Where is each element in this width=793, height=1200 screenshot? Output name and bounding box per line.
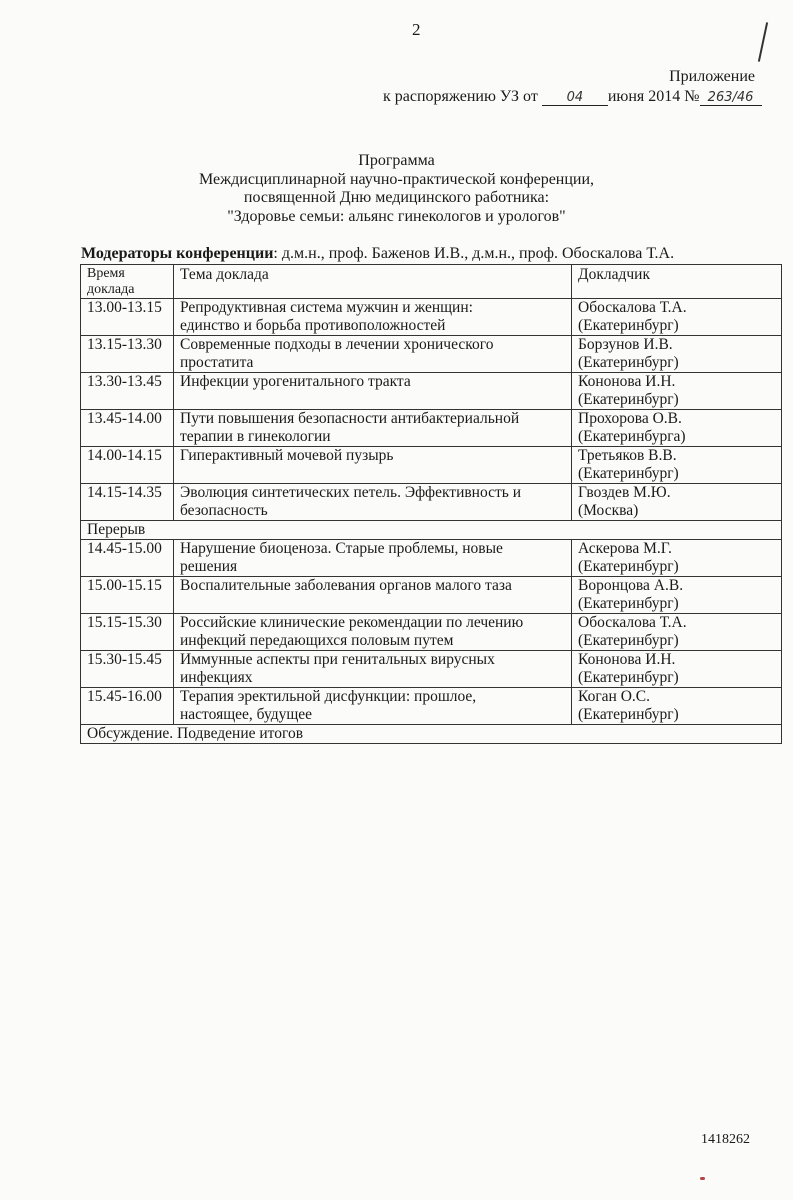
table-row [81,299,782,336]
topic-line: безопасность [180,502,268,519]
header-time: Время доклада [81,265,174,299]
speaker-line: (Москва) [578,502,639,519]
handwritten-mark [758,22,768,62]
cell-time: 13.15-13.30 [81,336,174,373]
program-line: посвященной Дню медицинского работника: [243,189,550,206]
order-number-handwritten: 263/46 [700,91,762,106]
header-speaker: Докладчик [572,265,782,299]
topic-line: решения [180,558,238,575]
moderators-names: : д.м.н., проф. Баженов И.В., д.м.н., проф. Обоскалова Т.А. [273,245,675,262]
speaker-line: Обоскалова Т.А. [578,299,687,316]
topic-line: инфекциях [180,669,253,686]
speaker-line: (Екатеринбург) [578,354,679,371]
table-row [81,336,782,373]
cell-topic [174,614,572,651]
cell-topic [174,688,572,725]
cell-speaker [572,577,782,614]
table-header-row [81,265,782,299]
topic-line: инфекций передающихся половым путем [180,632,454,649]
speaker-line: Обоскалова Т.А. [578,614,687,631]
table-row [81,447,782,484]
speaker-line: Прохорова О.В. [578,410,682,427]
document-number: 1418262 [701,1132,750,1147]
cell-speaker [572,336,782,373]
cell-topic [174,577,572,614]
topic-line: единство и борьба противоположностей [180,317,446,334]
topic-line: Гиперактивный мочевой пузырь [180,447,394,464]
appendix-title: Приложение [669,68,755,85]
program-title: Программа [358,152,435,169]
cell-speaker [572,688,782,725]
program-line: Междисциплинарной научно-практической конференции, [198,170,595,188]
header-topic: Тема доклада [174,265,572,299]
cell-speaker [572,614,782,651]
cell-topic [174,484,572,521]
speaker-line: (Екатеринбург) [578,632,679,649]
cell-time: 15.45-16.00 [81,688,174,725]
page-number: 2 [412,20,421,39]
speaker-line: Воронцова А.В. [578,577,684,594]
cell-speaker [572,373,782,410]
moderators-label: Модераторы конференции [81,245,274,262]
cell-topic [174,410,572,447]
cell-time: 13.30-13.45 [81,373,174,410]
speaker-line: (Екатеринбург) [578,317,679,334]
speaker-line: Аскерова М.Г. [578,540,672,557]
speaker-line: (Екатеринбург) [578,391,679,408]
closing-label: Обсуждение. Подведение итогов [81,725,782,744]
cell-speaker [572,410,782,447]
topic-line: Воспалительные заболевания органов малого таза [180,577,512,594]
speaker-line: Борзунов И.В. [578,336,673,353]
schedule-table [80,264,782,744]
break-row [81,521,782,540]
cell-time: 15.30-15.45 [81,651,174,688]
table-row [81,577,782,614]
order-prefix: к распоряжению УЗ от [383,88,538,105]
cell-time: 14.15-14.35 [81,484,174,521]
cell-topic [174,447,572,484]
cell-time: 14.45-15.00 [81,540,174,577]
topic-line: Репродуктивная система мужчин и женщин: [180,299,473,316]
cell-speaker [572,651,782,688]
cell-time: 14.00-14.15 [81,447,174,484]
closing-row [81,725,782,744]
cell-topic [174,540,572,577]
speaker-line: (Екатеринбурга) [578,428,686,445]
table-row [81,410,782,447]
cell-speaker [572,540,782,577]
speaker-line: Кононова И.Н. [578,373,676,390]
speaker-line: (Екатеринбург) [578,558,679,575]
topic-line: Современные подходы в лечении хронического [180,336,494,353]
speaker-line: Третьяков В.В. [578,447,677,464]
program-line: "Здоровье семьи: альянс гинекологов и урологов" [227,207,566,225]
order-reference [383,88,762,106]
table-row [81,373,782,410]
cell-time: 15.00-15.15 [81,577,174,614]
table-row [81,688,782,725]
speaker-line: (Екатеринбург) [578,706,679,723]
cell-topic [174,651,572,688]
topic-line: Инфекции урогенитального тракта [180,373,411,390]
topic-line: Терапия эректильной дисфункции: прошлое, [180,688,477,705]
ink-speck [700,1177,705,1180]
speaker-line: Коган О.С. [578,688,651,705]
table-row [81,614,782,651]
schedule-body-part1 [81,299,782,521]
break-label: Перерыв [81,521,782,540]
table-row [81,651,782,688]
table-row [81,484,782,521]
schedule-body-part2 [81,540,782,725]
speaker-line: Кононова И.Н. [578,651,676,668]
speaker-line: Гвоздев М.Ю. [578,484,671,501]
cell-speaker [572,299,782,336]
topic-line: настоящее, будущее [180,706,313,723]
speaker-line: (Екатеринбург) [578,669,679,686]
order-day-handwritten: 04 [542,91,608,106]
topic-line: Иммунные аспекты при генитальных вирусных [180,651,495,668]
cell-time: 15.15-15.30 [81,614,174,651]
cell-time: 13.45-14.00 [81,410,174,447]
topic-line: терапии в гинекологии [180,428,331,445]
cell-time: 13.00-13.15 [81,299,174,336]
cell-speaker [572,484,782,521]
topic-line: Эволюция синтетических петель. Эффективность и [180,484,522,501]
cell-topic [174,336,572,373]
speaker-line: (Екатеринбург) [578,595,679,612]
topic-line: Нарушение биоценоза. Старые проблемы, новые [180,540,503,557]
order-month-year: июня 2014 № [607,88,700,105]
table-row [81,540,782,577]
speaker-line: (Екатеринбург) [578,465,679,482]
cell-topic [174,373,572,410]
cell-topic [174,299,572,336]
topic-line: простатита [180,354,254,371]
topic-line: Российские клинические рекомендации по лечению [180,614,524,631]
program-heading [0,152,793,226]
cell-speaker [572,447,782,484]
topic-line: Пути повышения безопасности антибактериальной [180,410,520,427]
moderators-line [81,245,674,263]
